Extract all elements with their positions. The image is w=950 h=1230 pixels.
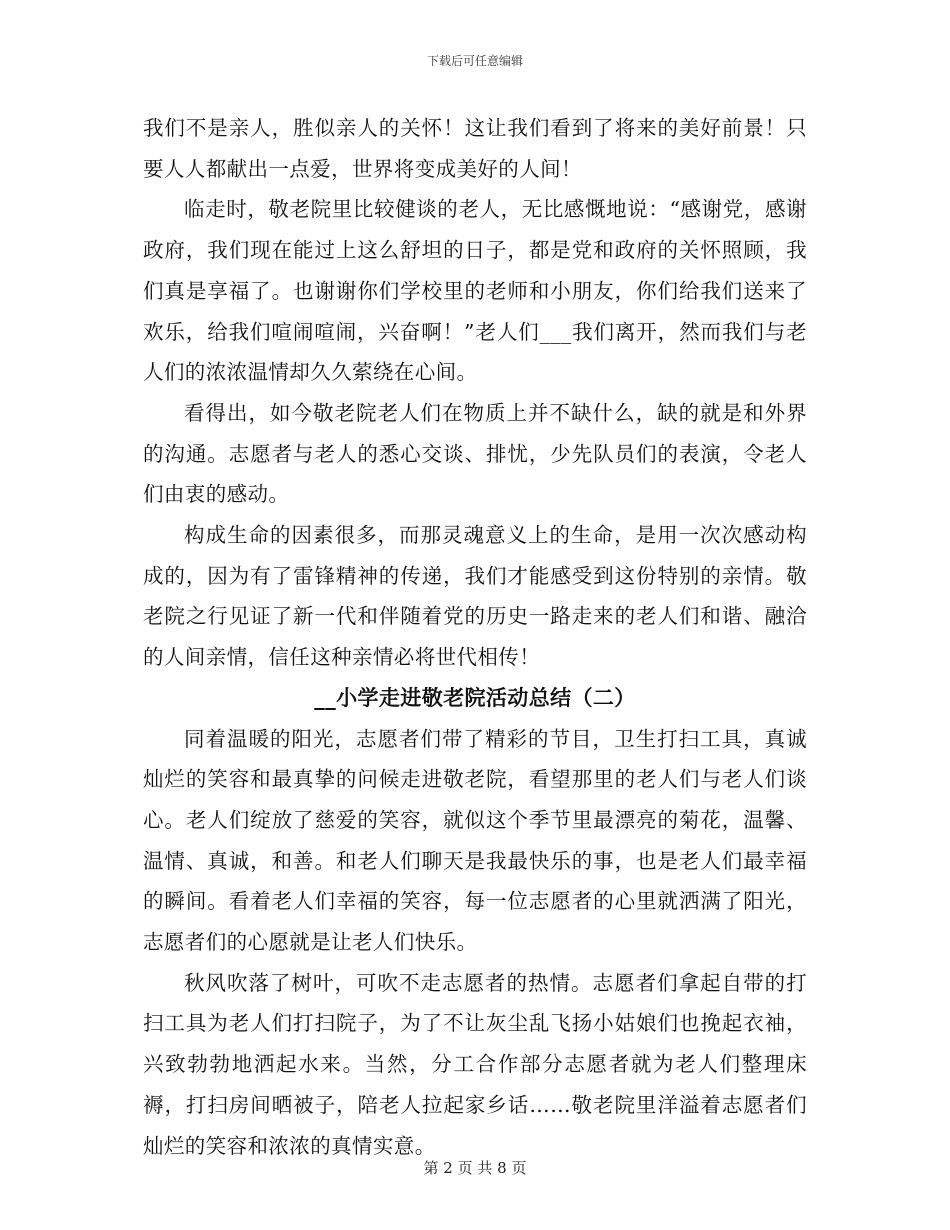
section-title: __小学走进敬老院活动总结（二）: [314, 684, 636, 710]
paragraph-continuation: 我们不是亲人，胜似亲人的关怀！这让我们看到了将来的美好前景！只要人人都献出一点爱，世界将变成美好的人间！: [143, 116, 807, 181]
page-number: 第 2 页 共 8 页: [423, 1159, 527, 1177]
paragraph-autumn: 秋风吹落了树叶，可吹不走志愿者的热情。志愿者们拿起自带的打扫工具为老人们打扫院子，为了不让灰尘乱飞扬小姑娘们也挽起衣袖，兴致勃勃地洒起水来。当然，分工合作部分志愿者就为老人们整理床褥，打扫房间晒被子，陪老人拉起家乡话……敬老院里洋溢着志愿者们灿烂的笑容和浓浓的真情实意。: [143, 970, 807, 1158]
paragraph-farewell: 临走时，敬老院里比较健谈的老人，无比感慨地说：“感谢党，感谢政府，我们现在能过上这么舒坦的日子，都是党和政府的关怀照顾，我们真是享福了。也谢谢你们学校里的老师和小朋友，你们给我们送来了欢乐，给我们喧闹喧闹，兴奋啊！”老人们___我们离开，然而我们与老人们的浓浓温情却久久萦绕在心间。: [143, 197, 807, 385]
paragraph-sunshine: 同着温暖的阳光，志愿者们带了精彩的节目，卫生打扫工具，真诚灿烂的笑容和最真挚的问候走进敬老院，看望那里的老人们与老人们谈心。老人们绽放了慈爱的笑容，就似这个季节里最漂亮的菊花，温馨、温情、真诚，和善。和老人们聊天是我最快乐的事，也是老人们最幸福的瞬间。看着老人们幸福的笑容，每一位志愿者的心里就洒满了阳光，志愿者们的心愿就是让老人们快乐。: [143, 726, 807, 955]
paragraph-conclusion: 构成生命的因素很多，而那灵魂意义上的生命，是用一次次感动构成的，因为有了雷锋精神的传递，我们才能感受到这份特别的亲情。敬老院之行见证了新一代和伴随着党的历史一路走来的老人们和谐、融洽的人间亲情，信任这种亲情必将世代相传！: [143, 523, 807, 670]
paragraph-observation: 看得出，如今敬老院老人们在物质上并不缺什么，缺的就是和外界的沟通。志愿者与老人的悉心交谈、排忧，少先队员们的表演，令老人们由衷的感动。: [143, 400, 807, 507]
page-header-note: 下载后可任意编辑: [426, 54, 523, 68]
document-body: [143, 108, 807, 1166]
